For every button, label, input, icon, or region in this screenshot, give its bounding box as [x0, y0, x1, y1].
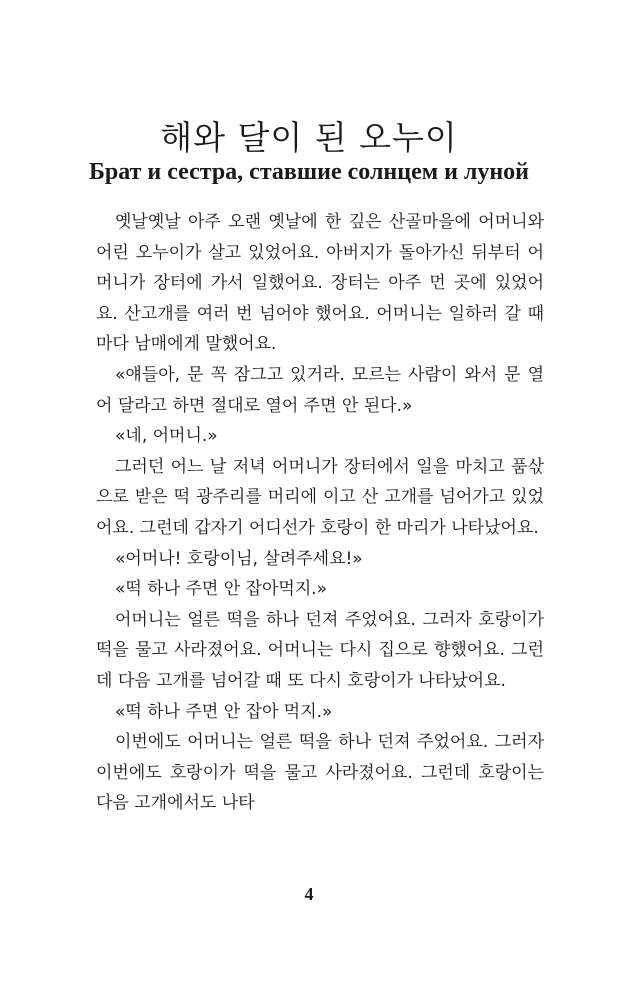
paragraph: 그러던 어느 날 저녁 어머니가 장터에서 일을 마치고 품삯으로 받은 떡 광주리를 머리에 이고 산 고개를 넘어가고 있었어요. 그런데 갑자기 어디선가 호랑이 한 마리가 나타났어요.: [96, 456, 544, 538]
paragraph: 어머니는 얼른 떡을 하나 던져 주었어요. 그러자 호랑이가 떡을 물고 사라졌어요. 어머니는 다시 집으로 향했어요. 그런데 다음 고개를 넘어갈 때 또 다시 호랑이가 나타났어요.: [96, 609, 544, 691]
paragraph: «떡 하나 주면 안 잡아먹지.»: [115, 579, 328, 600]
story-body: [96, 207, 544, 819]
paragraph: «떡 하나 주면 안 잡아 먹지.»: [115, 701, 333, 722]
paragraph: «어머나! 호랑이님, 살려주세요!»: [115, 548, 363, 569]
paragraph: «네, 어머니.»: [115, 426, 218, 447]
title-russian: Брат и сестра, ставшие солнцем и луной: [88, 159, 530, 185]
paragraph: 이번에도 어머니는 얼른 떡을 하나 던져 주었어요. 그러자 이번에도 호랑이가 떡을 물고 사라졌어요. 그런데 호랑이는 다음 고개에서도 나타: [96, 732, 544, 814]
title-korean: 해와 달이 된 오누이: [160, 118, 458, 157]
paragraph: 옛날옛날 아주 오랜 옛날에 한 깊은 산골마을에 어머니와 어린 오누이가 살고 있었어요. 아버지가 돌아가신 뒤부터 어머니가 장터에 가서 일했어요. 장터는 아주 먼 곳에 있었어요. 산고개를 여러 번 넘어야 했어요. 어머니는 일하러 갈 때마다 남매에게 말했어요.: [96, 212, 544, 355]
paragraph: «얘들아, 문 꼭 잠그고 있거라. 모르는 사람이 와서 문 열어 달라고 하면 절대로 열어 주면 안 된다.»: [96, 364, 544, 416]
page-number: 4: [304, 884, 314, 904]
